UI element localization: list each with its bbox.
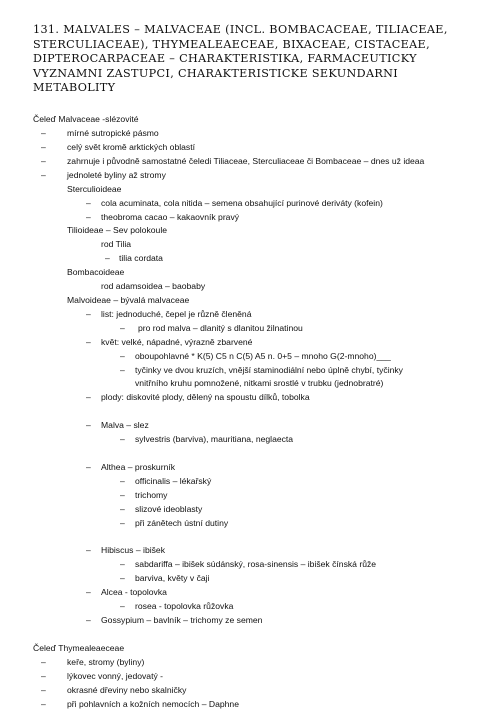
list-item: lýkovec vonný, jedovatý - [67, 671, 164, 681]
title-line: METABOLITY [33, 81, 116, 95]
list-item: květ: velké, nápadné, výrazně zbarvené [101, 337, 253, 347]
bullet-dash: – [41, 685, 46, 695]
list-item: barviva, květy v čaji [135, 573, 210, 583]
genus-line: rod adamsoidea – baobaby [101, 281, 206, 291]
bullet-dash: – [41, 170, 46, 180]
bullet-dash: – [120, 434, 125, 444]
list-item: slizové ideoblasty [135, 504, 203, 514]
list-item: cola acuminata, cola nitida – semena obsahující purinové deriváty (kofein) [101, 198, 383, 208]
list-item: tilia cordata [119, 253, 163, 263]
subfamily-heading: Malvoideae – bývalá malvaceae [67, 295, 190, 305]
genus-line: rod Tilia [101, 239, 132, 249]
list-item: keře, stromy (byliny) [67, 657, 145, 667]
bullet-dash: – [105, 253, 110, 263]
bullet-dash: – [86, 212, 91, 222]
list-item: Althea – proskurník [101, 462, 176, 472]
list-item: celý svět kromě arktických oblastí [67, 142, 195, 152]
bullet-dash: – [41, 699, 46, 709]
subfamily-heading: Sterculioideae [67, 184, 122, 194]
bullet-dash: – [120, 476, 125, 486]
bullet-dash: – [86, 420, 91, 430]
list-item: rosea - topolovka růžovka [135, 601, 234, 611]
list-item: Alcea - topolovka [101, 587, 167, 597]
bullet-dash: – [86, 462, 91, 472]
bullet-dash: – [41, 657, 46, 667]
list-item: list: jednoduché, čepel je různě členěná [101, 309, 252, 319]
section-heading-malvaceae: Čeleď Malvaceae -slézovité [33, 114, 139, 124]
list-item: při pohlavních a kožních nemocích – Daphne [67, 699, 239, 709]
list-item: oboupohlavné * K(5) C5 n C(5) A5 n. 0+5 – mnoho G(2-mnoho)___ [135, 351, 391, 361]
list-item: trichomy [135, 490, 168, 500]
list-item: mírné sutropické pásmo [67, 128, 159, 138]
bullet-dash: – [86, 545, 91, 555]
bullet-dash: – [41, 671, 46, 681]
bullet-dash: – [120, 323, 125, 333]
list-item: sabdariffa – ibišek súdánský, rosa-sinensis – ibišek čínská růže [135, 559, 377, 569]
subfamily-heading: Tilioideae – Sev polokoule [67, 225, 168, 235]
bullet-dash: – [41, 128, 46, 138]
list-item: officinalis – lékařský [135, 476, 212, 486]
title-line: STERCULIACEAE), THYMEALEAECEAE, BIXACEAE, CISTACEAE, [33, 37, 430, 51]
subfamily-heading: Bombacoideae [67, 267, 125, 277]
title-line: 131. MALVALES – MALVACEAE (INCL. BOMBACACEAE, TILIACEAE, [33, 23, 448, 36]
list-item: Hibiscus – ibišek [101, 545, 165, 555]
bullet-dash: – [120, 573, 125, 583]
bullet-dash: – [86, 309, 91, 319]
document-title [33, 23, 463, 96]
list-item: Malva – slez [101, 420, 149, 430]
bullet-dash: – [120, 504, 125, 514]
bullet-dash: – [120, 365, 125, 375]
list-item: zahrnuje i původně samostatné čeledi Tiliaceae, Sterculiaceae či Bombaceae – dnes už ideaa [67, 156, 425, 166]
bullet-dash: – [120, 559, 125, 569]
title-line: DIPTEROCARPACEAE – CHARAKTERISTIKA, FARMACEUTICKY [33, 52, 417, 66]
list-item: tyčinky ve dvou kruzích, vnější staminodiální nebo úplně chybí, tyčinky [135, 365, 403, 375]
bullet-dash: – [86, 587, 91, 597]
list-item: plody: diskovité plody, dělený na spoustu dílků, tobolka [101, 392, 310, 402]
bullet-dash: – [86, 392, 91, 402]
bullet-dash: – [86, 337, 91, 347]
bullet-dash: – [41, 156, 46, 166]
bullet-dash: – [120, 518, 125, 528]
list-item: při zánětech ústní dutiny [135, 518, 229, 528]
bullet-dash: – [86, 198, 91, 208]
list-item: Gossypium – bavlník – trichomy ze semen [101, 615, 263, 625]
title-line: VYZNAMNI ZASTUPCI, CHARAKTERISTICKE SEKUNDARNI [33, 66, 399, 80]
bullet-dash: – [120, 490, 125, 500]
bullet-dash: – [41, 142, 46, 152]
list-item: theobroma cacao – kakaovník pravý [101, 212, 240, 222]
list-item-continuation: vnitřního kruhu pomnožené, nitkami srostlé v trubku (jednobratré) [135, 378, 384, 388]
list-item: okrasné dřeviny nebo skalničky [67, 685, 187, 695]
list-item: pro rod malva – dlanitý s dlanitou žilnatinou [138, 323, 303, 333]
bullet-dash: – [120, 601, 125, 611]
bullet-dash: – [120, 351, 125, 361]
bullet-dash: – [86, 615, 91, 625]
list-item: sylvestris (barviva), mauritiana, neglaecta [135, 434, 294, 444]
list-item: jednoleté byliny až stromy [67, 170, 166, 180]
section-heading-thymelaeaceae: Čeleď Thymealeaeceae [33, 643, 125, 653]
